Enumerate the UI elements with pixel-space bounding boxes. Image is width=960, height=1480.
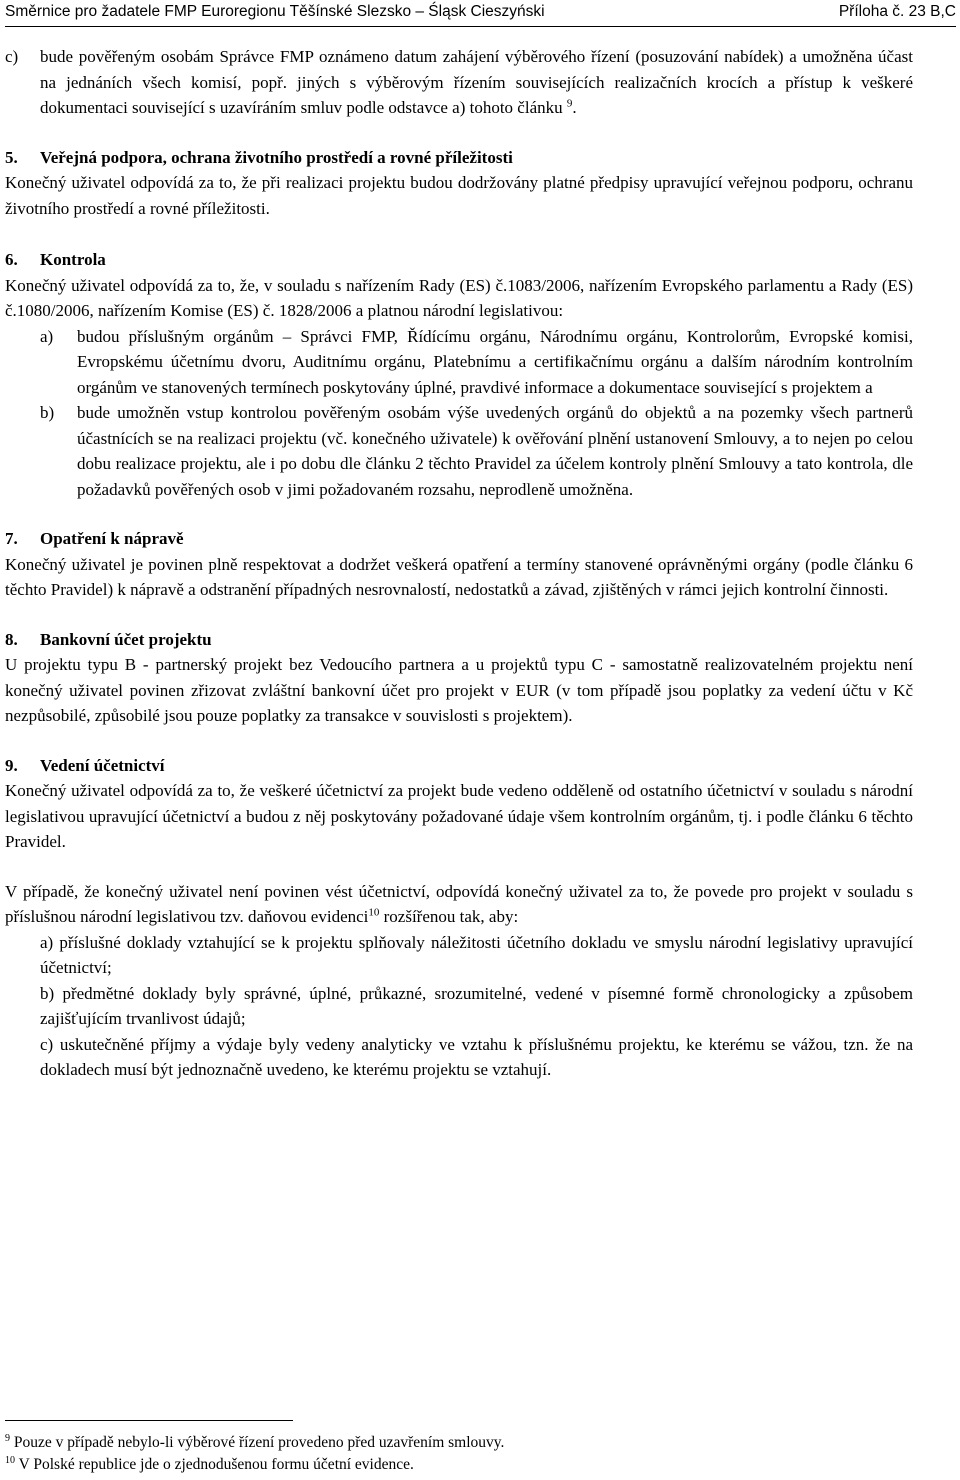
section-number: 7. [5,529,18,548]
document-body [5,44,913,1083]
paragraph-text: . [572,98,577,117]
section-heading [5,753,913,779]
section-heading [5,526,913,552]
list-marker: a) [40,932,54,952]
list-marker: b) [40,403,55,422]
list-marker: a) [40,326,54,346]
paragraph: Konečný uživatel odpovídá za to, že při realizaci projektu budou dodržovány platné předpisy upravující veřejnou podporu, ochranu životního prostředí a rovné příležitosti. [5,173,913,218]
section-title: Vedení účetnictví [40,755,165,775]
paragraph: Konečný uživatel je povinen plně respektovat a dodržet veškerá opatření a termíny stanovené oprávněnými orgány (podle článku 6 těchto Pravidel) k nápravě a odstranění případných nesrovnalostí, nedostatků a závad, zjištěných v rámci jejich kontrolní činnosti. [5,554,913,599]
footnote-ref: 9 [566,97,573,110]
footnote-text: V Polské republice jde o zjednodušenou formu účetní evidence. [15,1456,414,1473]
section-number: 9. [5,755,18,775]
section-6 [5,247,913,502]
list-marker: c) [40,1034,54,1054]
footnotes [5,1432,913,1476]
paragraph: bude umožněn vstup kontrolou pověřeným osobám výše uvedených orgánů do objektů a na pozemky všech partnerů účastnících se na realizaci projektu (vč. konečného uživatele) k ověřování plnění ustanovení Smlouvy, a to nejen po celou dobu realizace projektu, ale i po dobu dle článku 2 těchto Pravidel za účelem kontroly plnění Smlouvy a tato kontrola, dle požadavků pověřených osob v jimi požadovaném rozsahu, neprodleně umožněna. [77,403,913,499]
paragraph-text: předmětné doklady byly správné, úplné, průkazné, srozumitelné, vedené v písemné formě chronologicky a způsobem zajišťujícím trvanlivost údajů; [40,983,914,1028]
list-item-a [5,324,913,401]
section-number: 8. [5,629,18,649]
paragraph-text: rozšířenou tak, aby: [379,907,519,926]
footnote-separator [5,1420,293,1421]
footnote-ref: 10 [368,906,380,919]
list-item-c [5,44,913,121]
paragraph [40,930,913,981]
page-header [5,3,956,27]
section-number: 5. [5,147,18,167]
list-item-b [5,981,913,1032]
paragraph [40,981,913,1032]
section-9 [5,753,913,1083]
section-heading [5,627,913,653]
paragraph-text: příslušné doklady vztahující se k projektu splňovaly náležitosti účetního dokladu ve smyslu národní legislativy upravující účetnictví; [40,932,913,977]
header-attachment-label: Příloha č. 23 B,C [838,3,956,20]
paragraph: Konečný uživatel odpovídá za to, že, v souladu s nařízením Rady (ES) č.1083/2006, nařízením Evropského parlamentu a Rady (ES) č.1080/2006, nařízením Komise (ES) č. 1828/2006 a platnou národní legislativou: [5,275,913,320]
paragraph: Konečný uživatel odpovídá za to, že veškeré účetnictví za projekt bude vedeno odděleně od ostatního účetnictví v souladu s národní legislativou upravující účetnictví a budou z něj poskytovány požadované údaje všem kontrolním orgánům, tj. i podle článku 6 těchto Pravidel. [5,781,913,851]
footnote [5,1432,913,1454]
list-item-a [5,930,913,981]
paragraph-text: uskutečněné příjmy a výdaje byly vedeny analyticky ve vztahu k příslušnému projektu, ke kterému se vážou, tzn. že na dokladech musí být jednoznačně uvedeno, ke kterému projektu se vztahují. [40,1034,913,1079]
header-title: Směrnice pro žadatele FMP Euroregionu Těšínské Slezsko – Śląsk Cieszyński [5,3,545,20]
section-8 [5,627,913,729]
section-title: Veřejná podpora, ochrana životního prostředí a rovné příležitosti [40,147,513,167]
list-item-c [5,1032,913,1083]
paragraph [5,879,913,930]
list-item-b [5,400,913,502]
paragraph: U projektu typu B - partnerský projekt bez Vedoucího partnera a u projektů typu C - samostatně realizovatelném projektu není konečný uživatel povinen zřizovat zvláštní bankovní účet pro projekt v EUR (v tom případě jsou poplatky za vedení účtu v Kč nezpůsobilé, způsobilé jsou pouze poplatky za transakce v souvislosti s projektem). [5,655,913,725]
list-marker: b) [40,983,55,1003]
section-number: 6. [5,250,18,269]
section-title: Bankovní účet projektu [40,629,212,649]
section-7 [5,526,913,603]
paragraph [40,44,913,121]
paragraph: budou příslušným orgánům – Správci FMP, Řídícímu orgánu, Národnímu orgánu, Kontrolorům, Evropské komisi, Evropskému účetnímu dvoru, Auditnímu orgánu, Platebnímu a certifikačnímu orgánu a dalším národním kontrolním orgánům ve stanovených termínech poskytovány úplné, pravdivé informace a dokumentace související s projektem a [77,326,913,397]
footnote [5,1454,913,1476]
list-marker: c) [5,47,19,66]
paragraph-text: V případě, že konečný uživatel není povinen vést účetnictví, odpovídá konečný uživatel za to, že povede pro projekt v souladu s příslušnou národní legislativou tzv. daňovou evidenci [5,881,913,926]
section-5 [5,145,913,222]
section-title: Opatření k nápravě [40,529,184,548]
section-heading [5,247,913,273]
paragraph [40,1032,913,1083]
footnote-number: 10 [5,1454,15,1466]
section-title: Kontrola [40,250,106,269]
footnote-text: Pouze v případě nebylo-li výběrové řízení provedeno před uzavřením smlouvy. [10,1434,505,1451]
paragraph-text: bude pověřeným osobám Správce FMP oznámeno datum zahájení výběrového řízení (posuzování nabídek) a umožněna účast na jednáních všech komisí, popř. jiných s výběrovým řízením souvisejících realizačních krocích a přístup k veškeré dokumentaci související s uzavíráním smluv podle odstavce a) tohoto článku [40,47,913,117]
section-heading [5,145,913,171]
footnote-number: 9 [5,1432,10,1444]
